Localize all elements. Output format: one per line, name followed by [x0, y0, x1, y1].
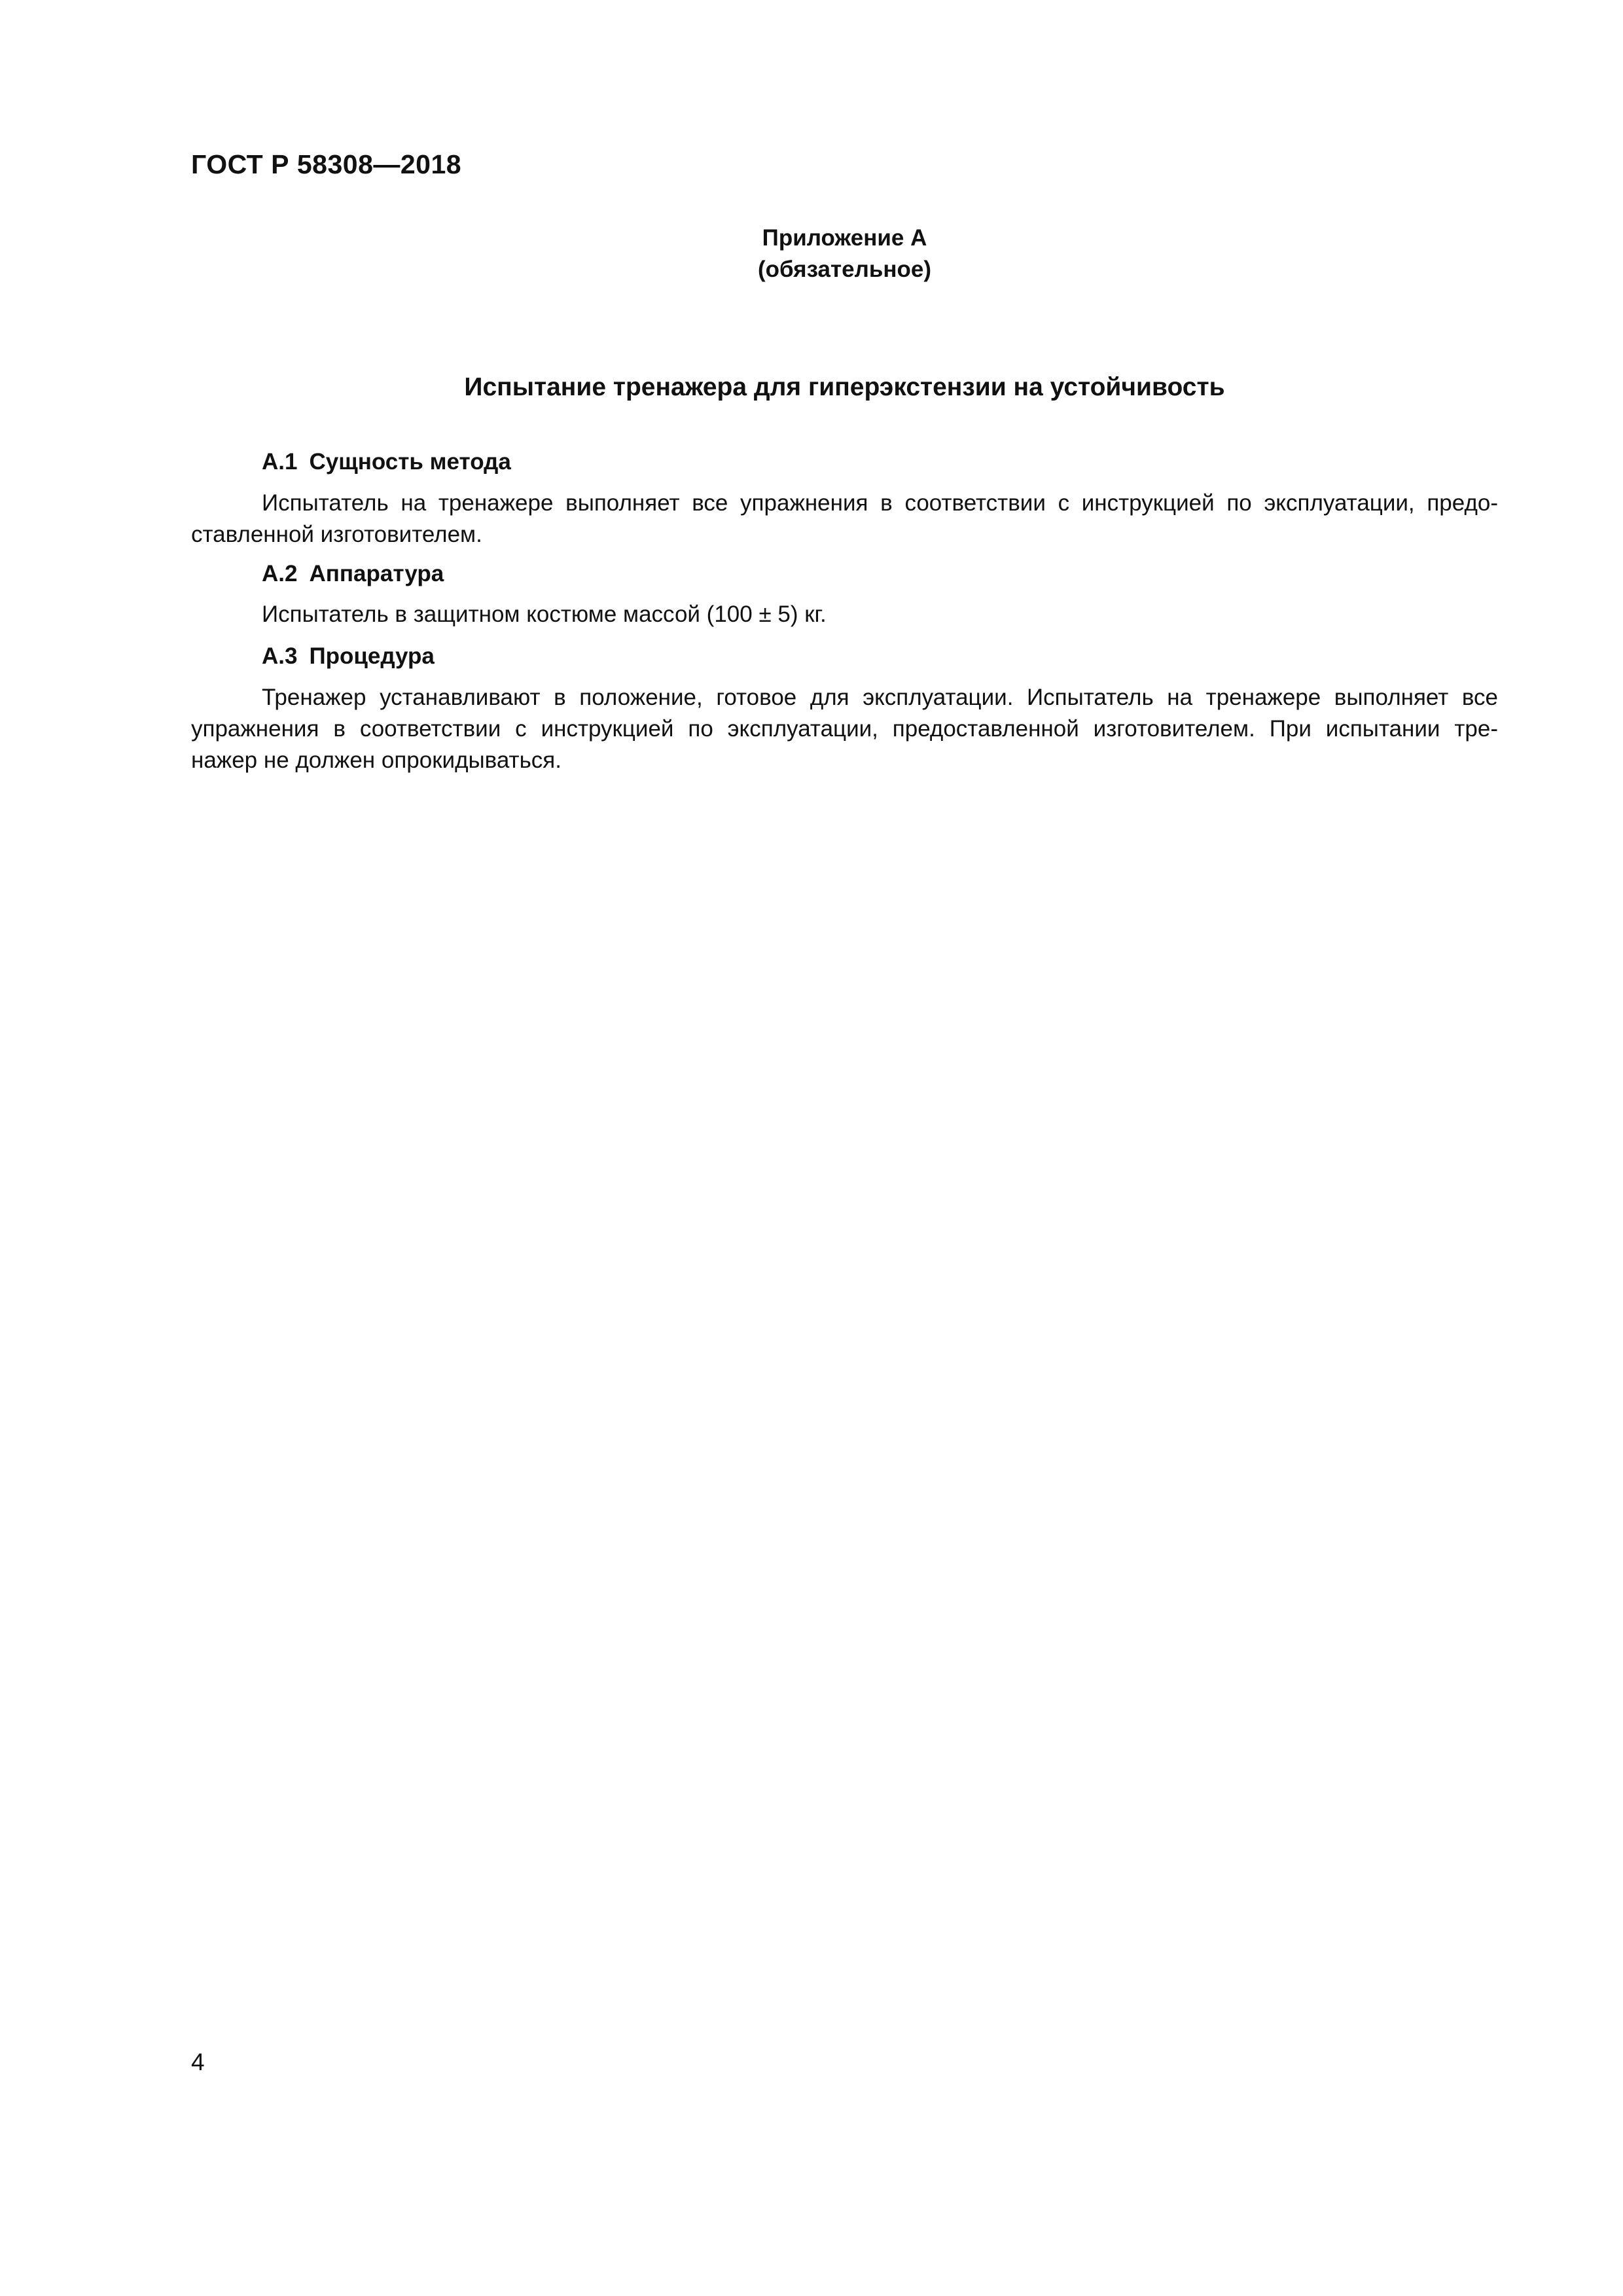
section-heading-a3 — [262, 643, 435, 670]
section-number: А.3 — [262, 643, 298, 669]
appendix-title: Испытание тренажера для гиперэкстензии на устойчивость — [464, 373, 1225, 401]
appendix-status: (обязательное) — [757, 257, 931, 282]
paragraph-line: ставленной изготовителем. — [191, 522, 482, 547]
section-a2-paragraph — [191, 599, 1498, 630]
paragraph-line: нажер не должен опрокидываться. — [191, 747, 562, 773]
paragraph-line: Тренажер устанавливают в положение, готовое для эксплуатации. Испытатель на тренажере выполняет все — [262, 685, 1498, 710]
paragraph-line: упражнения в соответствии с инструкцией по эксплуатации, предоставленной изготовителем. При испытании тре- — [191, 716, 1498, 742]
section-a3-paragraph — [191, 682, 1498, 776]
section-title: Аппаратура — [309, 561, 444, 586]
section-number: А.1 — [262, 449, 298, 475]
appendix-label: Приложение А — [762, 225, 927, 251]
paragraph-line: Испытатель в защитном костюме массой (100 ± 5) кг. — [262, 601, 827, 627]
page-number: 4 — [191, 2049, 205, 2075]
paragraph-line: Испытатель на тренажере выполняет все упражнения в соответствии с инструкцией по эксплуатации, предо- — [262, 490, 1498, 516]
section-a1-paragraph — [191, 488, 1498, 550]
section-heading-a2 — [262, 561, 444, 587]
section-heading-a1 — [262, 449, 511, 475]
appendix-label-block — [191, 223, 1498, 285]
section-title: Процедура — [309, 643, 435, 669]
section-title: Сущность метода — [309, 449, 511, 475]
section-number: А.2 — [262, 561, 298, 586]
standard-code-header: ГОСТ Р 58308—2018 — [191, 149, 462, 179]
